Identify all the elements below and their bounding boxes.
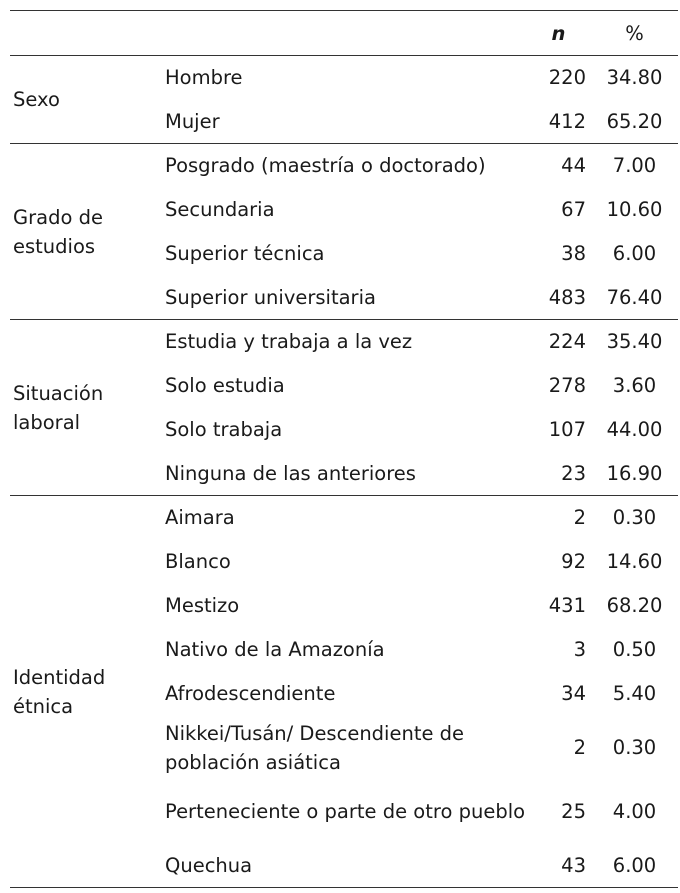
row-n: 38	[561, 242, 586, 265]
row-label: Solo estudia	[165, 374, 285, 397]
row-n: 2	[573, 736, 586, 759]
row-pct: 10.60	[606, 198, 663, 221]
row-label: Afrodescendiente	[165, 682, 336, 705]
row-n: 2	[573, 506, 586, 530]
group-grado-de-estudios	[10, 144, 678, 320]
row-pct: 44.00	[606, 418, 663, 441]
row-label: Perteneciente o parte de otro pueblo	[165, 800, 526, 823]
header-col1	[10, 11, 165, 56]
row-label: Posgrado (maestría o doctorado)	[165, 154, 486, 178]
table-row	[10, 56, 678, 100]
group-sexo	[10, 56, 678, 144]
row-label: Quechua	[165, 853, 253, 877]
category-label: Grado de estudios	[13, 205, 103, 258]
row-label: Estudia y trabaja a la vez	[165, 330, 413, 354]
row-n: 34	[561, 682, 586, 705]
row-n: 44	[561, 154, 586, 178]
row-pct: 4.00	[612, 800, 657, 823]
row-label: Mujer	[165, 109, 220, 133]
row-label: Ninguna de las anteriores	[165, 461, 416, 485]
row-label: Solo trabaja	[165, 418, 283, 441]
row-pct: 68.20	[606, 594, 663, 617]
row-pct: 6.00	[612, 853, 657, 877]
row-pct: 7.00	[612, 154, 657, 178]
row-pct: 34.80	[606, 66, 663, 90]
row-n: 43	[561, 853, 586, 877]
table-row	[10, 320, 678, 364]
row-n: 25	[561, 800, 586, 823]
row-pct: 16.90	[606, 461, 663, 485]
row-label: Superior universitaria	[165, 285, 376, 309]
row-label: Secundaria	[165, 198, 275, 221]
row-pct: 35.40	[606, 330, 663, 354]
category-label: Identidad étnica	[13, 665, 106, 718]
row-pct: 65.20	[606, 109, 663, 133]
row-n: 23	[561, 461, 586, 485]
table-header	[10, 11, 678, 56]
header-col2	[165, 11, 526, 56]
row-n: 431	[548, 594, 586, 617]
row-n: 278	[548, 374, 586, 397]
table-row	[10, 144, 678, 188]
group-identidad-etnica	[10, 496, 678, 888]
row-pct: 5.40	[612, 682, 657, 705]
category-label: Sexo	[13, 88, 60, 111]
row-pct: 0.30	[612, 736, 657, 759]
row-n: 220	[548, 66, 586, 90]
row-n: 224	[548, 330, 586, 354]
row-label: Superior técnica	[165, 242, 325, 265]
row-label: Mestizo	[165, 594, 240, 617]
header-pct: %	[591, 11, 678, 56]
row-label: Hombre	[165, 66, 243, 90]
row-pct: 3.60	[612, 374, 657, 397]
row-pct: 76.40	[606, 285, 663, 309]
row-n: 483	[548, 285, 586, 309]
row-label: Blanco	[165, 550, 231, 573]
row-n: 107	[548, 418, 586, 441]
group-situacion-laboral	[10, 320, 678, 496]
header-n: n	[526, 11, 591, 56]
row-n: 67	[561, 198, 586, 221]
table-row	[10, 496, 678, 540]
row-pct: 0.50	[612, 638, 657, 661]
row-pct: 6.00	[612, 242, 657, 265]
category-label: Situación laboral	[13, 381, 104, 434]
row-label: Nikkei/Tusán/ Descendiente de población asiática	[165, 721, 465, 774]
row-pct: 14.60	[606, 550, 663, 573]
row-n: 3	[573, 638, 586, 661]
row-label: Nativo de la Amazonía	[165, 638, 385, 661]
row-pct: 0.30	[612, 506, 657, 530]
row-n: 92	[561, 550, 586, 573]
row-n: 412	[548, 109, 586, 133]
demographics-table	[10, 10, 678, 888]
row-label: Aimara	[165, 506, 235, 530]
